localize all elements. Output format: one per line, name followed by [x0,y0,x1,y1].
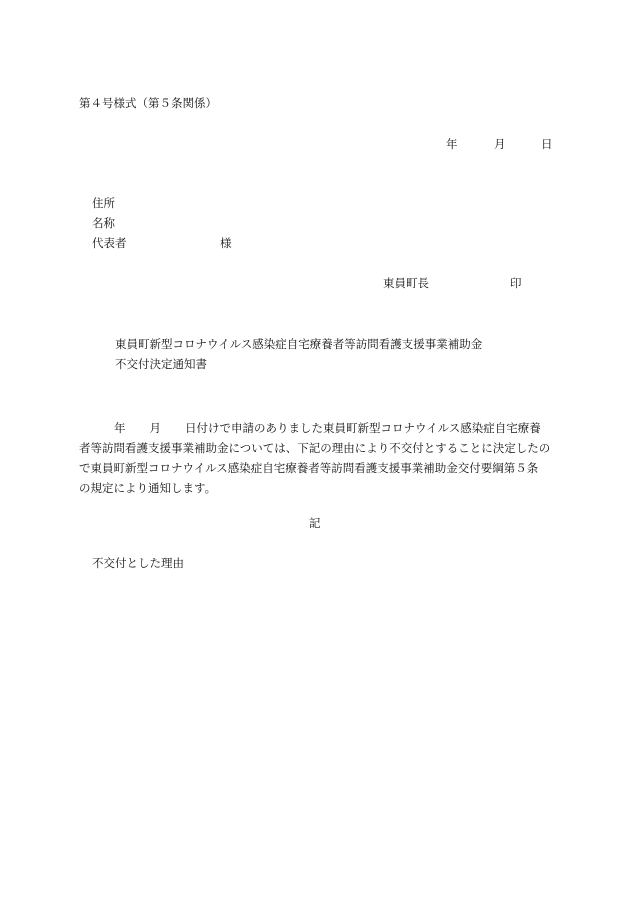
name-label: 名称 [92,216,115,230]
body-line-3: で東員町新型コロナウイルス感染症自宅療養者等訪問看護支援事業補助金交付要綱第５条 [79,461,539,475]
date-year-label: 年 [446,137,458,151]
document-title-line2: 不交付決定通知書 [115,357,207,371]
notice-body [79,418,553,498]
address-label: 住所 [92,196,115,210]
document-title-line1: 東員町新型コロナウイルス感染症自宅療養者等訪問看護支援事業補助金 [115,337,483,351]
body-month-label: 月 [149,421,161,435]
body-line-4: の規定により通知します。 [79,481,217,495]
seal-label: 印 [510,276,522,290]
date-month-label: 月 [494,137,506,151]
reason-label: 不交付とした理由 [92,556,184,570]
date-day-label: 日 [541,137,553,151]
issuer-title: 東員町長 [383,276,429,290]
body-line-2: 者等訪問看護支援事業補助金については、下記の理由により不交付とすることに決定したの [79,441,551,455]
representative-label: 代表者 [92,236,127,250]
form-number-header: 第４号様式（第５条関係） [79,96,217,110]
body-line1-rest: 日付けで申請のありました東員町新型コロナウイルス感染症自宅療養 [185,421,541,435]
ki-heading: 記 [309,516,321,530]
body-year-label: 年 [114,421,126,435]
body-line-1 [79,418,553,438]
honorific-sama: 様 [220,236,232,250]
